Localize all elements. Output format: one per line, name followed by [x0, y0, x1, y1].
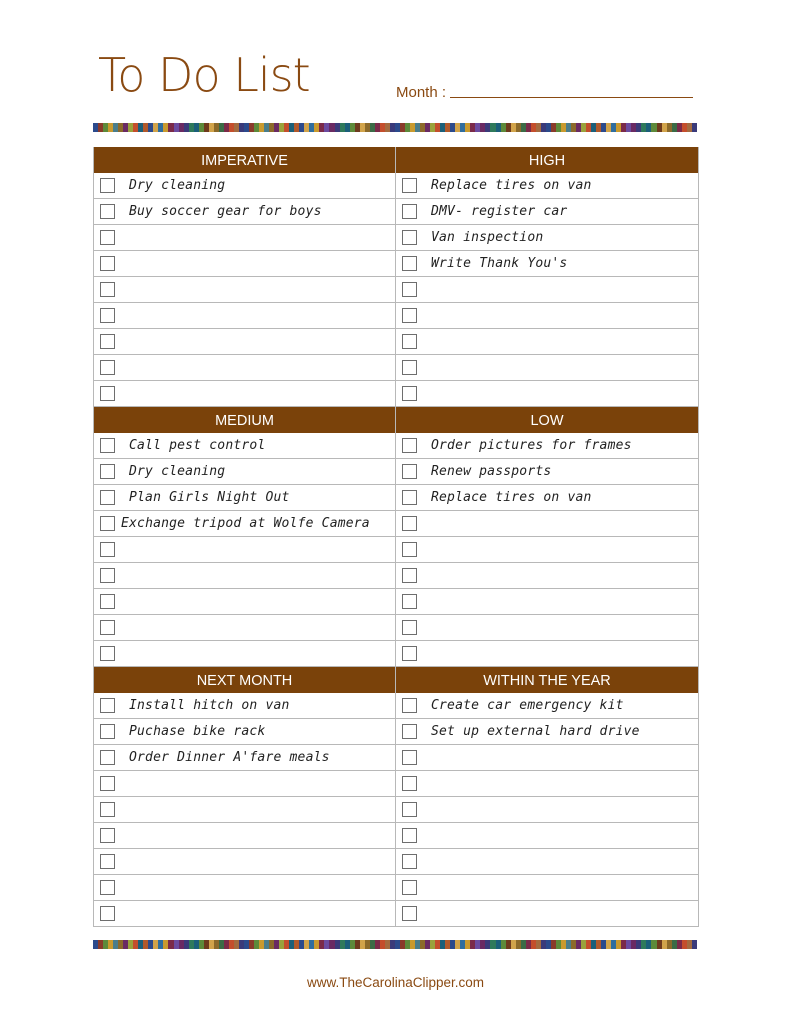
task-row — [396, 719, 698, 745]
task-row — [396, 771, 698, 797]
task-text[interactable]: Order Dinner A'fare meals — [129, 750, 330, 765]
task-row — [396, 797, 698, 823]
task-checkbox[interactable] — [402, 698, 417, 713]
task-checkbox[interactable] — [402, 256, 417, 271]
task-checkbox[interactable] — [100, 646, 115, 661]
task-checkbox[interactable] — [100, 308, 115, 323]
task-row — [396, 589, 698, 615]
task-checkbox[interactable] — [100, 724, 115, 739]
task-checkbox[interactable] — [100, 594, 115, 609]
task-checkbox[interactable] — [402, 464, 417, 479]
priority-column — [94, 667, 396, 927]
task-row — [94, 745, 395, 771]
task-checkbox[interactable] — [402, 620, 417, 635]
task-row — [396, 459, 698, 485]
task-row — [396, 355, 698, 381]
task-checkbox[interactable] — [402, 360, 417, 375]
task-row — [396, 225, 698, 251]
task-checkbox[interactable] — [100, 256, 115, 271]
task-row — [94, 485, 395, 511]
task-row — [396, 485, 698, 511]
task-row — [94, 329, 395, 355]
month-field — [396, 84, 693, 101]
task-checkbox[interactable] — [100, 880, 115, 895]
task-row — [94, 719, 395, 745]
todo-grid — [93, 147, 699, 927]
task-row — [94, 251, 395, 277]
priority-band — [94, 667, 698, 927]
task-checkbox[interactable] — [402, 802, 417, 817]
page-title: To Do List — [98, 48, 310, 102]
task-row — [396, 329, 698, 355]
task-row — [396, 199, 698, 225]
priority-column — [94, 147, 396, 407]
task-row — [396, 745, 698, 771]
priority-band — [94, 407, 698, 667]
task-checkbox[interactable] — [402, 828, 417, 843]
task-checkbox[interactable] — [100, 750, 115, 765]
section-heading: IMPERATIVE — [94, 147, 395, 173]
task-checkbox[interactable] — [402, 646, 417, 661]
task-text[interactable]: Puchase bike rack — [129, 724, 266, 739]
task-row — [396, 277, 698, 303]
task-checkbox[interactable] — [100, 542, 115, 557]
task-checkbox[interactable] — [100, 568, 115, 583]
task-checkbox[interactable] — [100, 386, 115, 401]
task-checkbox[interactable] — [100, 490, 115, 505]
task-row — [94, 641, 395, 667]
task-checkbox[interactable] — [402, 490, 417, 505]
task-row — [94, 849, 395, 875]
task-row — [396, 251, 698, 277]
task-text[interactable]: Plan Girls Night Out — [129, 490, 290, 505]
task-checkbox[interactable] — [402, 282, 417, 297]
task-row — [94, 225, 395, 251]
task-checkbox[interactable] — [402, 724, 417, 739]
month-label: Month : — [396, 84, 447, 101]
task-row — [396, 433, 698, 459]
task-checkbox[interactable] — [100, 438, 115, 453]
task-row — [396, 615, 698, 641]
task-checkbox[interactable] — [100, 516, 115, 531]
task-row — [94, 537, 395, 563]
task-text[interactable]: Replace tires on van — [431, 178, 592, 193]
task-row — [94, 199, 395, 225]
task-checkbox[interactable] — [100, 906, 115, 921]
task-checkbox[interactable] — [100, 698, 115, 713]
task-text[interactable]: Order pictures for frames — [431, 438, 632, 453]
task-row — [94, 277, 395, 303]
task-row — [396, 693, 698, 719]
task-checkbox[interactable] — [100, 334, 115, 349]
decorative-stripe-bottom — [93, 936, 697, 945]
task-text[interactable]: Install hitch on van — [129, 698, 290, 713]
task-row — [94, 433, 395, 459]
task-checkbox[interactable] — [100, 230, 115, 245]
task-checkbox[interactable] — [100, 178, 115, 193]
task-checkbox[interactable] — [100, 776, 115, 791]
priority-column — [396, 407, 698, 667]
task-text[interactable]: Renew passports — [431, 464, 552, 479]
task-checkbox[interactable] — [100, 854, 115, 869]
stripe-segment — [692, 123, 697, 132]
task-row — [94, 589, 395, 615]
task-checkbox[interactable] — [402, 568, 417, 583]
task-text[interactable]: Van inspection — [431, 230, 544, 245]
priority-column — [396, 667, 698, 927]
task-text[interactable]: Dry cleaning — [129, 178, 226, 193]
task-checkbox[interactable] — [402, 386, 417, 401]
task-checkbox[interactable] — [402, 776, 417, 791]
section-heading: MEDIUM — [94, 407, 395, 433]
task-checkbox[interactable] — [402, 542, 417, 557]
task-checkbox[interactable] — [100, 282, 115, 297]
task-row — [94, 797, 395, 823]
month-blank-line[interactable] — [450, 97, 693, 98]
task-row — [94, 901, 395, 927]
footer-url: www.TheCarolinaClipper.com — [306, 975, 485, 990]
task-row — [94, 511, 395, 537]
priority-column — [396, 147, 698, 407]
priority-band — [94, 147, 698, 407]
task-checkbox[interactable] — [100, 360, 115, 375]
task-text[interactable]: Exchange tripod at Wolfe Camera — [121, 516, 370, 531]
task-text[interactable]: Buy soccer gear for boys — [129, 204, 322, 219]
task-text[interactable]: Replace tires on van — [431, 490, 592, 505]
task-row — [396, 303, 698, 329]
task-row — [94, 771, 395, 797]
task-row — [94, 823, 395, 849]
task-checkbox[interactable] — [100, 802, 115, 817]
task-checkbox[interactable] — [402, 750, 417, 765]
task-checkbox[interactable] — [402, 906, 417, 921]
task-checkbox[interactable] — [100, 620, 115, 635]
task-checkbox[interactable] — [402, 334, 417, 349]
task-checkbox[interactable] — [402, 438, 417, 453]
task-checkbox[interactable] — [402, 230, 417, 245]
task-row — [396, 381, 698, 407]
section-heading: NEXT MONTH — [94, 667, 395, 693]
task-checkbox[interactable] — [100, 204, 115, 219]
section-heading: LOW — [396, 407, 698, 433]
task-row — [94, 355, 395, 381]
task-checkbox[interactable] — [402, 178, 417, 193]
task-text[interactable]: Set up external hard drive — [431, 724, 640, 739]
decorative-stripe-top — [93, 119, 697, 128]
task-row — [396, 849, 698, 875]
task-row — [396, 641, 698, 667]
task-checkbox[interactable] — [402, 854, 417, 869]
stripe-segment — [692, 940, 697, 949]
task-row — [94, 615, 395, 641]
task-row — [94, 459, 395, 485]
section-heading: HIGH — [396, 147, 698, 173]
task-row — [396, 563, 698, 589]
task-checkbox[interactable] — [100, 828, 115, 843]
task-checkbox[interactable] — [100, 464, 115, 479]
task-checkbox[interactable] — [402, 308, 417, 323]
section-heading: WITHIN THE YEAR — [396, 667, 698, 693]
task-text[interactable]: Call pest control — [129, 438, 266, 453]
task-text[interactable]: Dry cleaning — [129, 464, 226, 479]
task-row — [396, 537, 698, 563]
task-checkbox[interactable] — [402, 516, 417, 531]
task-row — [94, 173, 395, 199]
task-row — [94, 875, 395, 901]
task-row — [94, 693, 395, 719]
task-row — [94, 563, 395, 589]
task-row — [396, 511, 698, 537]
task-row — [396, 823, 698, 849]
priority-column — [94, 407, 396, 667]
task-text[interactable]: Create car emergency kit — [431, 698, 624, 713]
task-row — [94, 381, 395, 407]
task-text[interactable]: Write Thank You's — [431, 256, 568, 271]
task-checkbox[interactable] — [402, 204, 417, 219]
task-row — [396, 173, 698, 199]
task-row — [396, 901, 698, 927]
task-row — [396, 875, 698, 901]
task-checkbox[interactable] — [402, 594, 417, 609]
task-row — [94, 303, 395, 329]
task-checkbox[interactable] — [402, 880, 417, 895]
task-text[interactable]: DMV- register car — [431, 204, 568, 219]
